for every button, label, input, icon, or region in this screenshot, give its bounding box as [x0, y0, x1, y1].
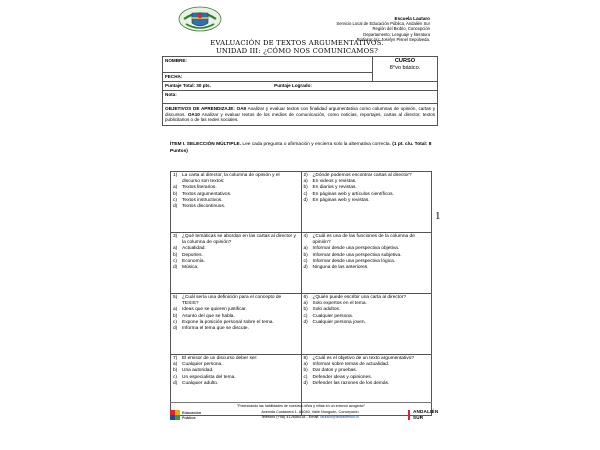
- option-text: Informar desde una perspectiva lógica.: [312, 258, 396, 264]
- option-text: Textos literarios.: [182, 185, 217, 191]
- school-line-3: Departamento: Lenguaje y literatura: [363, 31, 430, 37]
- option-text: Cualquier adulto.: [182, 380, 219, 386]
- question-number: 3): [173, 234, 178, 239]
- option-text: Asunto del que se habla.: [182, 313, 235, 319]
- item-points: (1 pt. c/u. Total: 8 Puntos): [170, 142, 432, 154]
- school-name: Escuela Lautaro: [394, 16, 430, 21]
- option-text: Dar datos y pruebas.: [312, 368, 358, 374]
- option-letter: c): [303, 258, 308, 264]
- option-letter: b): [173, 368, 178, 374]
- option-letter: d): [173, 326, 178, 332]
- andalien-logo-bar: [408, 410, 410, 420]
- phone-line: Teléfono (+56) 412656418 - Email:: [260, 415, 321, 419]
- option-text: En páginas web y revistas.: [312, 197, 370, 203]
- puntaje-total: Puntaje Total: 30 pts.: [165, 83, 211, 88]
- question-text: ¿Cuál es el objetivo de un texto argumentativo?: [312, 356, 415, 361]
- question-stem: [304, 234, 430, 246]
- option-text: Economía.: [182, 258, 205, 264]
- title-line-2: UNIDAD III: ¿CÓMO NOS COMUNICAMOS?: [215, 46, 379, 55]
- objectives-label: OBJETIVOS DE APRENDIZAJE:: [165, 105, 235, 111]
- answer-option[interactable]: [173, 265, 299, 271]
- option-letter: b): [173, 313, 178, 319]
- option-text: Defender ideas y opiniones.: [312, 374, 372, 380]
- educacion-publica-logo: [170, 410, 201, 422]
- option-letter: a): [173, 307, 178, 313]
- option-text: Cualquier persona.: [312, 313, 354, 319]
- option-text: Informar desde una perspectiva subjetiva.: [312, 252, 402, 258]
- educacion-publica-icon: [170, 410, 180, 422]
- question-text: ¿Quién puede escribir una carta al director?: [312, 295, 407, 300]
- question-stem: [173, 295, 299, 307]
- footer-address: [230, 410, 390, 420]
- question-cell: [171, 172, 302, 233]
- option-letter: d): [303, 380, 308, 386]
- option-letter: a): [303, 246, 308, 252]
- option-text: Textos instructivos.: [182, 197, 223, 203]
- option-text: Ideas que se quieren justificar.: [182, 307, 247, 313]
- question-text: ¿Qué temáticas se abordan en las cartas al director y la columna de opinión?: [182, 234, 296, 246]
- andalien-line-2: SUR: [413, 414, 424, 420]
- option-text: En páginas web y artículos científicos.: [312, 191, 394, 197]
- answer-option[interactable]: [173, 204, 299, 210]
- nombre-field[interactable]: NOMBRE:: [163, 57, 373, 73]
- oa9-code: OA9: [236, 105, 247, 111]
- option-text: Textos discontinuos.: [182, 204, 226, 210]
- question-text: ¿Dónde podemos encontrar cartas al director?: [312, 173, 412, 178]
- student-info-table: [162, 56, 438, 126]
- question-number: 8): [303, 356, 308, 361]
- option-letter: d): [303, 265, 308, 271]
- answer-option[interactable]: [173, 326, 299, 332]
- question-text: La carta al director, la columna de opinión y el discurso son textos:: [182, 173, 280, 185]
- option-text: Solo expertos en el tema.: [312, 301, 367, 307]
- option-text: Defender las razones de los demás.: [312, 380, 390, 386]
- question-cell: [301, 294, 432, 355]
- option-letter: d): [173, 204, 178, 210]
- option-letter: c): [303, 191, 308, 197]
- option-text: En diarios y revistas.: [312, 185, 357, 191]
- oa10-code: OA10: [187, 111, 200, 117]
- question-stem: [173, 173, 299, 185]
- school-line-2: Región del Biobío, Concepción: [372, 26, 430, 32]
- questions-grid: [170, 171, 432, 416]
- option-letter: b): [303, 307, 308, 313]
- answer-option[interactable]: [304, 198, 430, 204]
- option-letter: c): [173, 258, 177, 264]
- option-letter: a): [303, 301, 308, 307]
- question-cell: [171, 233, 302, 294]
- option-text: Música.: [182, 265, 199, 271]
- option-letter: d): [303, 319, 308, 325]
- question-number: 6): [303, 295, 308, 300]
- edu-line-1: Educación: [182, 411, 202, 416]
- question-number: 1): [173, 173, 178, 178]
- option-letter: c): [303, 374, 308, 380]
- curso-cell: [373, 57, 438, 82]
- option-text: Deportes.: [182, 252, 203, 258]
- option-letter: a): [173, 362, 178, 368]
- item-text: Lee cada pregunta o afirmación y encierra solo la alternativa correcta.: [241, 142, 391, 147]
- option-text: Actualidad.: [182, 246, 206, 252]
- edu-line-2: Pública: [182, 416, 196, 420]
- option-letter: c): [303, 313, 308, 319]
- option-text: Expone la posición personal sobre el tema.: [182, 319, 274, 325]
- question-text: ¿Cuál es una de las funciones de la columna de opinión?: [312, 234, 415, 246]
- andalien-line-1: ANDALIÉN: [413, 409, 439, 414]
- option-letter: b): [173, 252, 178, 258]
- question-cell: [171, 294, 302, 355]
- nota-field[interactable]: Nota:: [163, 90, 438, 103]
- option-letter: a): [303, 362, 308, 368]
- answer-option[interactable]: [173, 381, 299, 387]
- puntaje-row: [163, 82, 438, 91]
- question-text: ¿Cuál sería una definición para el concepto de TESIS?: [182, 295, 282, 307]
- question-text: El emisor de un discurso deber ser:: [182, 356, 258, 361]
- email-link[interactable]: lautaro@andaliensur.cl: [320, 415, 360, 419]
- option-letter: b): [303, 368, 308, 374]
- question-number: 7): [173, 356, 178, 361]
- school-line-1: Servicio Local de Educación Pública, Andalién Sur: [336, 21, 430, 27]
- option-letter: b): [303, 252, 308, 258]
- curso-value: 8°vo básico.: [389, 64, 421, 71]
- question-number: 2): [303, 173, 308, 178]
- school-line-4: Profesor (a): Joselyn Pisnel Sepúlveda.: [356, 36, 430, 42]
- oa9-text: Analizar y evaluar textos con finalidad argumentativa como columnas de opinión, cartas y discursos.: [165, 105, 435, 117]
- question-number: 4): [303, 234, 308, 239]
- fecha-field[interactable]: FECHA:: [163, 73, 373, 82]
- address-line: Avenida Costanera 1, A1040, Valle Nonguén, Concepción: [261, 410, 359, 414]
- option-letter: a): [173, 246, 178, 252]
- school-logo-icon: [178, 6, 222, 32]
- andalien-logo: [413, 409, 438, 420]
- option-text: Un especialista del tema.: [182, 374, 236, 380]
- option-text: En videos y revistas.: [312, 179, 357, 185]
- footer-quote: "Potenciando las habilidades de nuestros niños y niñas en un entorno acogedor": [170, 402, 432, 408]
- option-text: Informar desde una perspectiva objetiva.: [312, 246, 400, 252]
- option-letter: c): [173, 374, 177, 380]
- option-text: Textos argumentativos.: [182, 191, 232, 197]
- answer-option[interactable]: [304, 381, 430, 387]
- option-text: Cualquier persona joven.: [312, 319, 366, 325]
- option-letter: d): [173, 380, 178, 386]
- question-cell: [301, 233, 432, 294]
- option-text: Solo adultos.: [312, 307, 341, 313]
- objectives: [163, 103, 438, 125]
- question-stem: [173, 234, 299, 246]
- answer-option[interactable]: [304, 265, 430, 271]
- puntaje-logrado[interactable]: Puntaje Logrado:: [274, 83, 312, 88]
- option-text: Ninguna de las anteriores.: [312, 265, 369, 271]
- option-letter: d): [173, 265, 178, 271]
- option-letter: c): [173, 197, 177, 203]
- page-number: 1: [435, 210, 441, 222]
- option-letter: b): [303, 185, 308, 191]
- option-letter: c): [173, 319, 177, 325]
- option-text: Una autoridad.: [182, 368, 214, 374]
- option-text: Informa el tema que se discute.: [182, 326, 249, 332]
- oa10-text: Analizar y evaluar textos de los medios de comunicación, como noticias, reportajes, cartas al director, textos publicitarios o de las redes sociales.: [165, 111, 435, 123]
- option-letter: a): [173, 185, 178, 191]
- page-title: [162, 40, 432, 55]
- option-text: Cualquier persona.: [182, 362, 223, 368]
- option-letter: b): [173, 191, 178, 197]
- option-letter: d): [303, 197, 308, 203]
- title-line-1: EVALUACIÓN DE TEXTOS ARGUMENTATIVOS.: [210, 39, 384, 47]
- question-cell: [301, 172, 432, 233]
- question-number: 5): [173, 295, 178, 300]
- item-instructions: [170, 141, 432, 155]
- option-letter: a): [303, 179, 308, 185]
- item-label: ÍTEM I. SELECCIÓN MÚLTIPLE.: [170, 142, 242, 147]
- curso-label: CURSO: [394, 58, 416, 64]
- answer-option[interactable]: [304, 320, 430, 326]
- option-text: Informar sobre temas de actualidad.: [312, 362, 390, 368]
